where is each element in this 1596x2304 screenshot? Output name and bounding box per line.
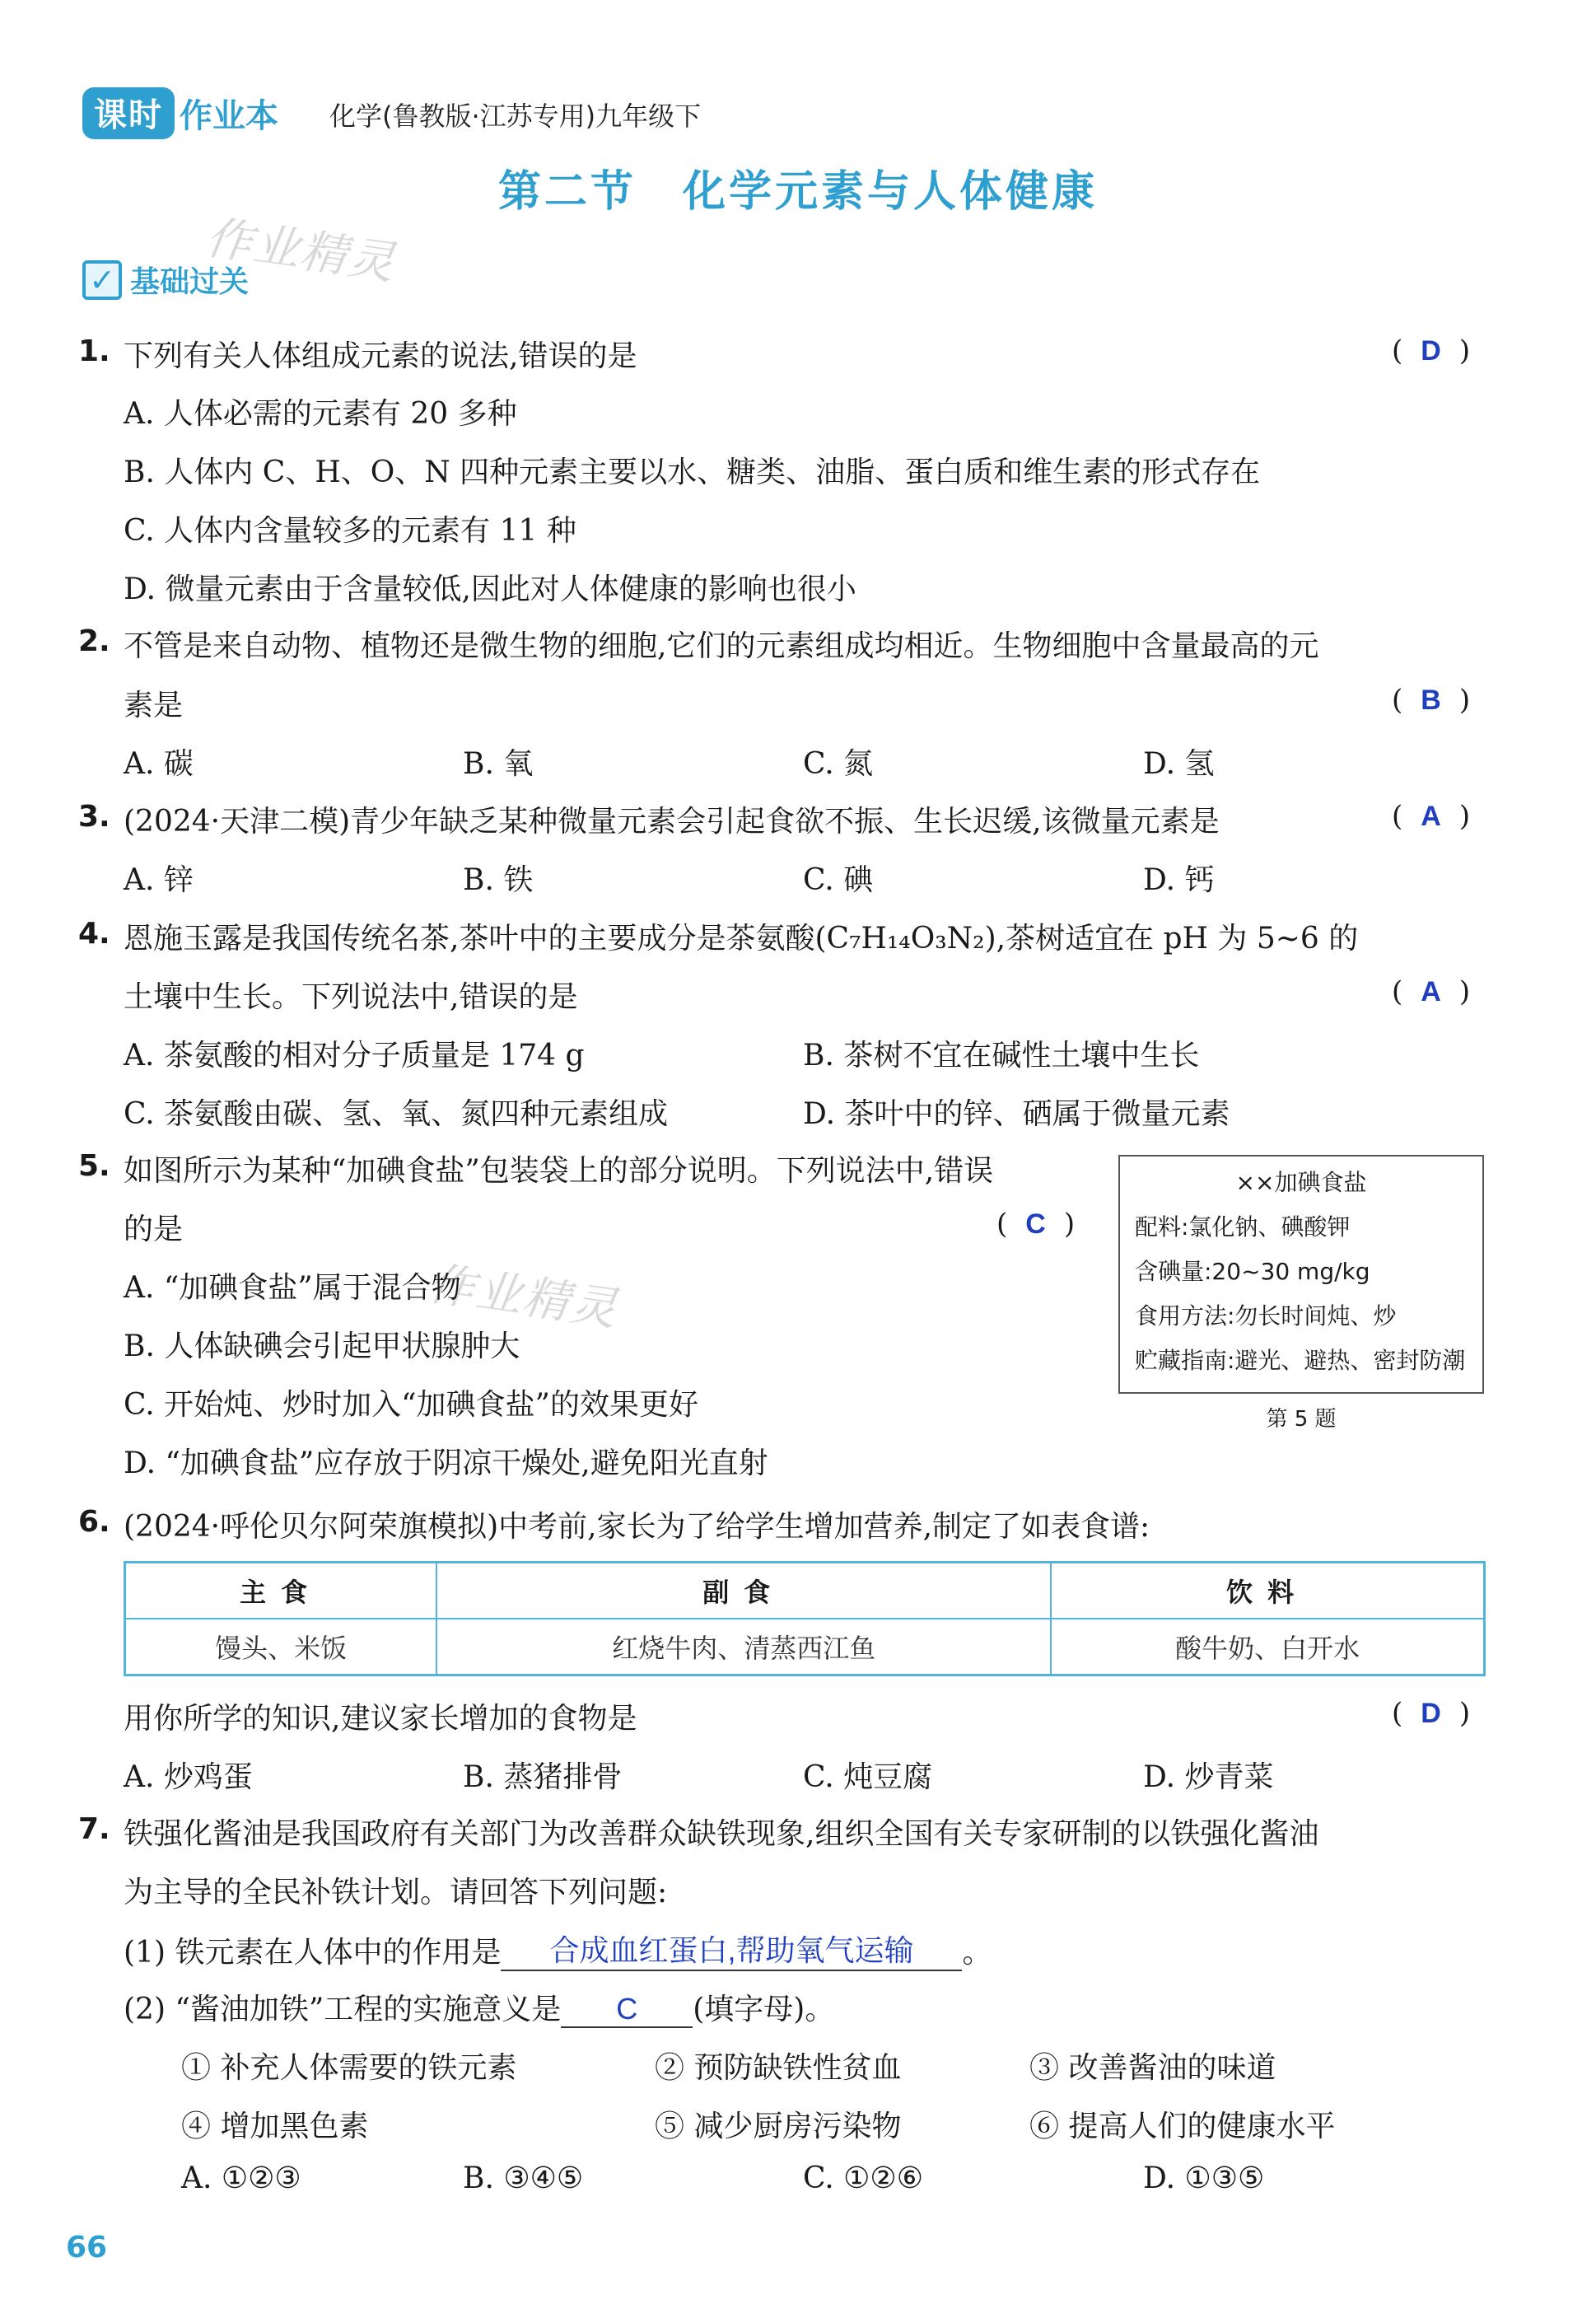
salt-label-title: ××加碘食盐	[1235, 1169, 1367, 1196]
option: B. 铁	[463, 863, 534, 897]
answer-letter: B	[1421, 685, 1441, 716]
option: D. 钙	[1143, 863, 1215, 897]
option: A. 人体必需的元素有 20 多种	[124, 397, 517, 431]
answer-bracket: ( B )	[1392, 684, 1471, 717]
question-number: 6.	[78, 1505, 110, 1539]
option: A. 锌	[124, 863, 194, 897]
option: A. “加碘食盐”属于混合物	[124, 1271, 461, 1305]
list-item: ① 补充人体需要的铁元素	[181, 2051, 517, 2085]
option: C. 碘	[803, 863, 874, 897]
watermark: 作业精灵	[424, 1257, 622, 1337]
menu-table	[124, 1561, 1486, 1676]
question-stem: (2024·天津二模)青少年缺乏某种微量元素会引起食欲不振、生长迟缓,该微量元素是	[124, 805, 1220, 839]
option: A. 碳	[124, 747, 194, 781]
option: C. 人体内含量较多的元素有 11 种	[124, 514, 576, 548]
table-header: 主食	[125, 1563, 437, 1619]
option: A. ①②③	[181, 2161, 301, 2195]
option: B. 人体内 C、H、O、N 四种元素主要以水、糖类、油脂、蛋白质和维生素的形式存在	[124, 456, 1261, 489]
sub-question-suffix: (填字母)。	[693, 1993, 835, 2026]
question-stem: 素是	[124, 689, 184, 722]
question-number: 4.	[78, 917, 110, 951]
logo-box: 课时	[82, 87, 175, 139]
table-row	[125, 1619, 1485, 1675]
option: A. 茶氨酸的相对分子质量是 174 g	[124, 1039, 585, 1073]
option: B. 蒸猪排骨	[463, 1760, 623, 1794]
section-heading	[82, 259, 249, 301]
list-item: ③ 改善酱油的味道	[1029, 2051, 1276, 2085]
answer-bracket: ( A )	[1392, 975, 1471, 1008]
question-stem: 下列有关人体组成元素的说法,错误的是	[124, 339, 637, 373]
option: B. ③④⑤	[463, 2161, 584, 2195]
answer-blank: 合成血红蛋白,帮助氧气运输	[501, 1928, 962, 1971]
watermark: 作业精灵	[202, 211, 399, 291]
answer-letter: D	[1421, 335, 1441, 367]
question-stem: 恩施玉露是我国传统名茶,茶叶中的主要成分是茶氨酸(C₇H₁₄O₃N₂),茶树适宜在 pH 为 5~6 的	[124, 922, 1359, 956]
sub-question-suffix: 。	[962, 1936, 992, 1970]
option: C. 氮	[803, 747, 874, 781]
salt-label-line: 食用方法:勿长时间炖、炒	[1135, 1302, 1397, 1330]
page-title: 第二节 化学元素与人体健康	[497, 167, 1098, 217]
list-item: ④ 增加黑色素	[181, 2110, 369, 2143]
salt-label-line: 贮藏指南:避光、避热、密封防潮	[1135, 1347, 1466, 1374]
table-header: 饮料	[1051, 1563, 1484, 1619]
table-cell: 酸牛奶、白开水	[1051, 1619, 1484, 1675]
option: B. 茶树不宜在碱性土壤中生长	[803, 1039, 1200, 1073]
option: D. 茶叶中的锌、硒属于微量元素	[803, 1097, 1230, 1131]
option: C. 炖豆腐	[803, 1760, 933, 1794]
list-item: ⑥ 提高人们的健康水平	[1029, 2110, 1336, 2143]
question-stem: 为主导的全民补铁计划。请回答下列问题:	[124, 1876, 668, 1909]
question-stem: 铁强化酱油是我国政府有关部门为改善群众缺铁现象,组织全国有关专家研制的以铁强化酱油	[124, 1817, 1319, 1851]
option: B. 氧	[463, 747, 534, 781]
answer-bracket: ( D )	[1392, 334, 1471, 367]
sub-question-prefix: (1) 铁元素在人体中的作用是	[124, 1936, 502, 1970]
logo-text: 作业本	[180, 96, 278, 135]
question-number: 5.	[78, 1149, 110, 1183]
sub-question	[124, 1928, 992, 1971]
answer-letter: A	[1421, 801, 1441, 832]
table-cell: 馒头、米饭	[125, 1619, 437, 1675]
option: C. 茶氨酸由碳、氢、氧、氮四种元素组成	[124, 1097, 669, 1131]
option: D. ①③⑤	[1143, 2161, 1265, 2195]
salt-label-box	[1118, 1155, 1484, 1394]
list-item: ⑤ 减少厨房污染物	[655, 2110, 902, 2143]
question-number: 2.	[78, 624, 110, 658]
answer-letter: A	[1421, 976, 1441, 1007]
question-stem: 不管是来自动物、植物还是微生物的细胞,它们的元素组成均相近。生物细胞中含量最高的元	[124, 629, 1319, 663]
answer-letter: D	[1421, 1698, 1441, 1729]
answer-letter: C	[1025, 1208, 1046, 1240]
sub-question-prefix: (2) “酱油加铁”工程的实施意义是	[124, 1993, 562, 2026]
question-stem: 如图所示为某种“加碘食盐”包装袋上的部分说明。下列说法中,错误	[124, 1154, 994, 1188]
question-number: 1.	[78, 334, 110, 368]
checkbox-icon: ✓	[82, 260, 122, 300]
answer-bracket: ( A )	[1392, 800, 1471, 833]
question-stem: 的是	[124, 1213, 184, 1246]
sub-question	[124, 1986, 834, 2028]
option: C. 开始炖、炒时加入“加碘食盐”的效果更好	[124, 1388, 698, 1422]
answer-bracket: ( C )	[996, 1208, 1076, 1241]
option: D. 微量元素由于含量较低,因此对人体健康的影响也很小	[124, 572, 856, 606]
logo	[82, 89, 278, 137]
table-cell: 红烧牛肉、清蒸西江鱼	[436, 1619, 1051, 1675]
salt-label-line: 配料:氯化钠、碘酸钾	[1135, 1213, 1351, 1241]
option: D. “加碘食盐”应存放于阴凉干燥处,避免阳光直射	[124, 1446, 768, 1480]
question-stem: (2024·呼伦贝尔阿荣旗模拟)中考前,家长为了给学生增加营养,制定了如表食谱:	[124, 1510, 1150, 1544]
table-header-row	[125, 1563, 1485, 1619]
list-item: ② 预防缺铁性贫血	[655, 2051, 902, 2085]
salt-label-line: 含碘量:20~30 mg/kg	[1135, 1258, 1370, 1285]
question-number: 3.	[78, 800, 110, 834]
table-header: 副食	[436, 1563, 1051, 1619]
option: A. 炒鸡蛋	[124, 1760, 253, 1794]
question-stem: 用你所学的知识,建议家长增加的食物是	[124, 1702, 637, 1736]
option: C. ①②⑥	[803, 2161, 923, 2195]
question-stem: 土壤中生长。下列说法中,错误的是	[124, 980, 578, 1014]
option: D. 炒青菜	[1143, 1760, 1274, 1794]
answer-bracket: ( D )	[1392, 1697, 1471, 1730]
section-label: 基础过关	[130, 265, 250, 299]
figure-caption: 第 5 题	[1266, 1407, 1337, 1432]
book-info: 化学(鲁教版·江苏专用)九年级下	[329, 100, 702, 132]
answer-blank: C	[561, 1992, 693, 2028]
page-number: 66	[66, 2231, 108, 2264]
question-number: 7.	[78, 1812, 110, 1846]
option: B. 人体缺碘会引起甲状腺肿大	[124, 1330, 520, 1363]
option: D. 氢	[1143, 747, 1215, 781]
